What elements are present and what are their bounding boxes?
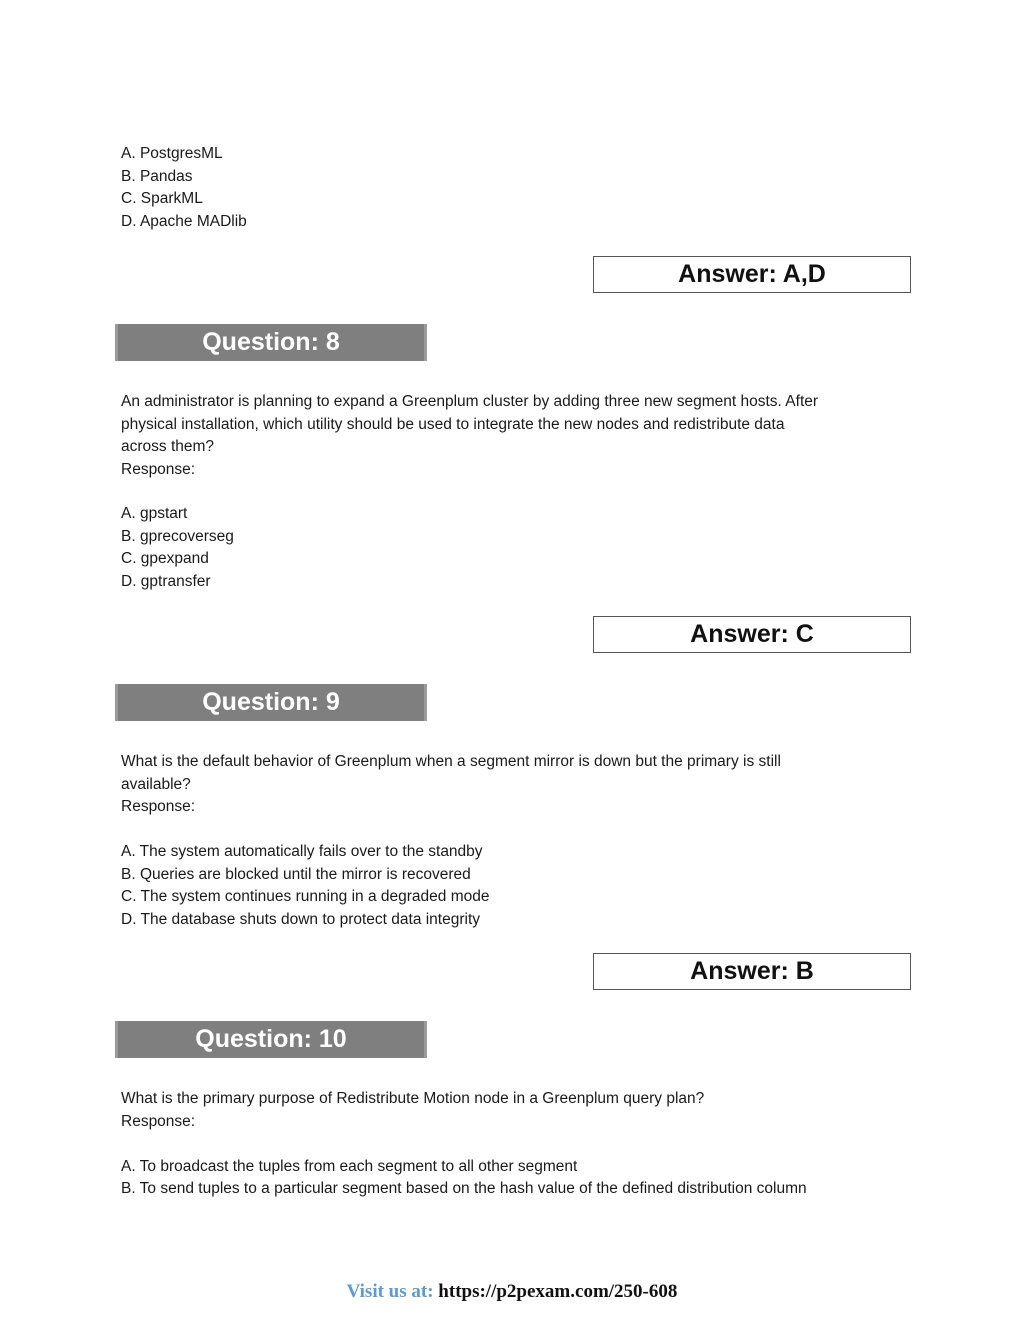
q8-response-label: Response:: [121, 460, 196, 478]
q9-option-c: C. The system continues running in a degraded mode: [121, 888, 490, 905]
q10-response-label: Response:: [121, 1112, 196, 1130]
page-footer: [0, 1281, 1024, 1303]
q9-response-label: Response:: [121, 798, 196, 815]
q7-option-a: A. PostgresML: [121, 145, 223, 162]
q8-text-line: physical installation, which utility should be used to integrate the new nodes and redistribute data: [121, 415, 785, 433]
q9-option-b: B. Queries are blocked until the mirror is recovered: [121, 865, 471, 883]
q7-answer-box: Answer: A,D: [593, 256, 911, 293]
q8-answer-box: Answer: C: [593, 616, 911, 653]
footer-url-link[interactable]: https://p2pexam.com/250-608: [438, 1281, 678, 1302]
q9-answer-box: Answer: B: [593, 953, 911, 990]
q7-option-c: C. SparkML: [121, 190, 203, 207]
q10-option-b: B. To send tuples to a particular segment based on the hash value of the defined distribution column: [121, 1180, 807, 1197]
q10-title-banner: Question: 10: [115, 1021, 427, 1058]
q10-option-a: A. To broadcast the tuples from each segment to all other segment: [121, 1157, 578, 1175]
q8-option-b: B. gprecoverseg: [121, 527, 234, 545]
q8-text-line: An administrator is planning to expand a Greenplum cluster by adding three new segment hosts. After: [121, 393, 819, 410]
q8-option-c: C. gpexpand: [121, 550, 209, 567]
q9-option-d: D. The database shuts down to protect data integrity: [121, 910, 481, 928]
q7-option-d: D. Apache MADlib: [121, 212, 247, 230]
footer-label: Visit us at:: [346, 1281, 439, 1302]
q9-title-banner: Question: 9: [115, 684, 427, 721]
q8-title-banner: Question: 8: [115, 324, 427, 361]
q9-option-a: A. The system automatically fails over to the standby: [121, 843, 483, 860]
q7-option-b: B. Pandas: [121, 167, 193, 185]
q8-option-a: A. gpstart: [121, 505, 188, 522]
q9-text-line: What is the default behavior of Greenplum when a segment mirror is down but the primary is still: [121, 753, 781, 770]
q8-text-line: across them?: [121, 438, 215, 455]
q9-text-line: available?: [121, 775, 191, 793]
q10-text-line: What is the primary purpose of Redistribute Motion node in a Greenplum query plan?: [121, 1090, 705, 1107]
q8-option-d: D. gptransfer: [121, 572, 211, 590]
